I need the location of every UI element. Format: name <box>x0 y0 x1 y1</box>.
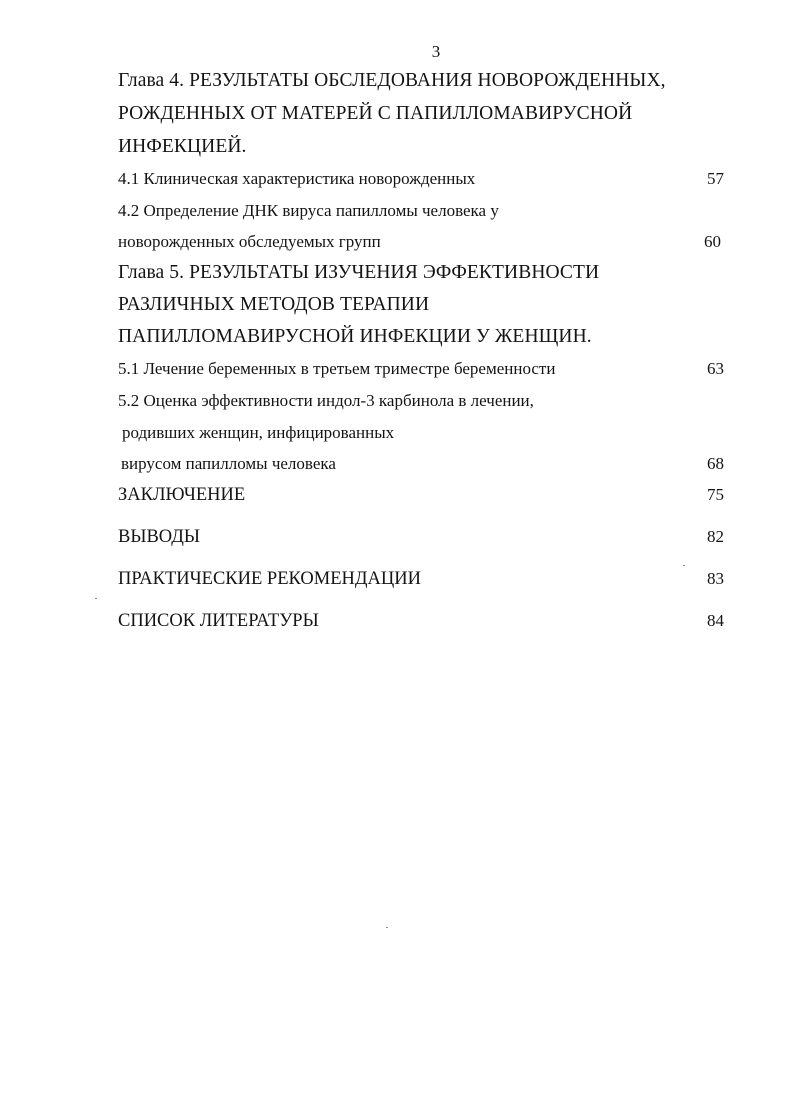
toc-entry-4-2-title: новорожденных обследуемых групп <box>118 232 381 251</box>
toc-entry-4-2-line-1: 4.2 Определение ДНК вируса папилломы человека у <box>118 201 499 220</box>
toc-entry-findings-page: 82 <box>707 527 724 546</box>
toc-entry-5-1-page: 63 <box>707 359 724 378</box>
toc-entry-conclusion-title: ЗАКЛЮЧЕНИЕ <box>118 485 246 505</box>
toc-entry-references-title: СПИСОК ЛИТЕРАТУРЫ <box>118 611 319 631</box>
toc-entry-5-2-line-2: родивших женщин, инфицированных <box>122 423 395 442</box>
toc-entry-5-2-title: вирусом папилломы человека <box>121 454 336 473</box>
toc-entry-recommendations-title: ПРАКТИЧЕСКИЕ РЕКОМЕНДАЦИИ <box>118 569 421 589</box>
chapter-5-heading-line-1: Глава 5. РЕЗУЛЬТАТЫ ИЗУЧЕНИЯ ЭФФЕКТИВНОСТИ <box>118 262 600 283</box>
toc-entry-recommendations <box>118 569 724 590</box>
scan-speck <box>683 565 685 566</box>
toc-entry-4-2-page: 60 <box>704 232 721 251</box>
chapter-4-heading-line-2: РОЖДЕННЫХ ОТ МАТЕРЕЙ С ПАПИЛЛОМАВИРУСНОЙ <box>118 103 633 124</box>
toc-entry-findings-title: ВЫВОДЫ <box>118 527 201 547</box>
toc-entry-4-1-title: 4.1 Клиническая характеристика новорожденных <box>118 169 476 188</box>
toc-entry-references-page: 84 <box>707 611 724 630</box>
toc-entry-4-1 <box>118 169 724 189</box>
toc-entry-conclusion <box>118 485 724 506</box>
page-number: 3 <box>431 42 441 61</box>
toc-entry-5-2-line-1: 5.2 Оценка эффективности индол-3 карбинола в лечении, <box>118 391 534 410</box>
toc-entry-5-2-page: 68 <box>707 454 724 473</box>
toc-entry-5-1 <box>118 359 724 379</box>
toc-entry-recommendations-page: 83 <box>707 569 724 588</box>
chapter-4-heading-line-1: Глава 4. РЕЗУЛЬТАТЫ ОБСЛЕДОВАНИЯ НОВОРОЖДЕННЫХ, <box>118 70 666 91</box>
toc-entry-findings <box>118 527 724 548</box>
scan-speck <box>95 598 97 599</box>
toc-entry-5-1-title: 5.1 Лечение беременных в третьем триместре беременности <box>118 359 556 378</box>
chapter-4-heading-line-3: ИНФЕКЦИЕЙ. <box>118 136 247 157</box>
chapter-5-heading-line-2: РАЗЛИЧНЫХ МЕТОДОВ ТЕРАПИИ <box>118 294 430 315</box>
toc-entry-conclusion-page: 75 <box>707 485 724 504</box>
toc-entry-4-2 <box>118 232 721 252</box>
toc-entry-4-1-page: 57 <box>707 169 724 188</box>
scan-speck <box>386 927 388 928</box>
toc-entry-references <box>118 611 724 632</box>
chapter-5-heading-line-3: ПАПИЛЛОМАВИРУСНОЙ ИНФЕКЦИИ У ЖЕНЩИН. <box>118 326 592 347</box>
toc-entry-5-2 <box>121 454 724 474</box>
